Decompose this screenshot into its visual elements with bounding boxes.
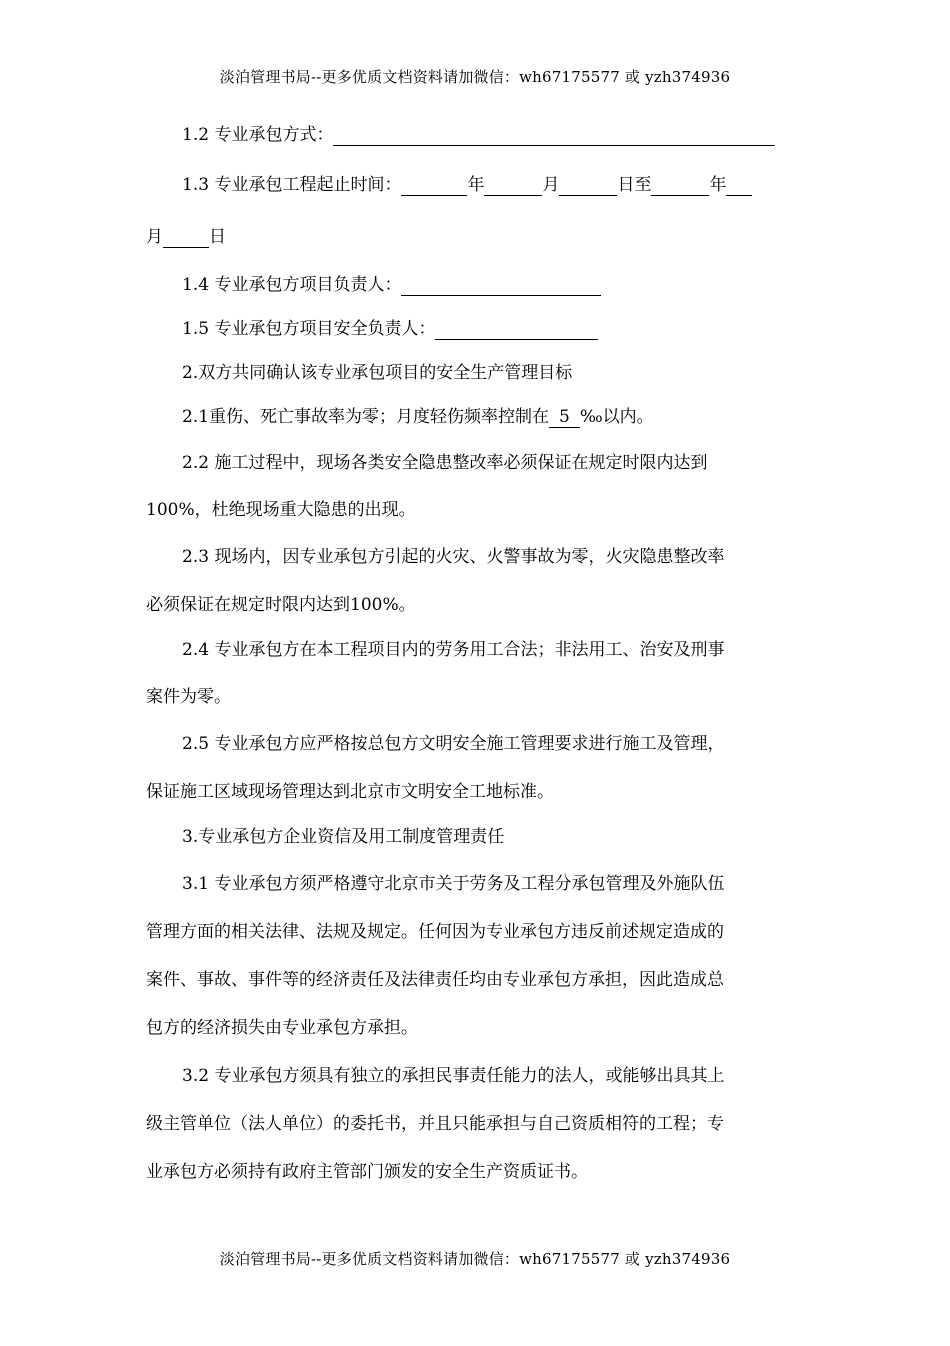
clause-2-5-line2: 保证施工区域现场管理达到北京市文明安全工地标准。 — [146, 782, 554, 802]
blank-line[interactable] — [163, 229, 209, 248]
clause-3-1-line4: 包方的经济损失由专业承包方承担。 — [146, 1018, 418, 1038]
section-3-title: 3.专业承包方企业资信及用工制度管理责任 — [182, 827, 505, 847]
clause-2-4-line2: 案件为零。 — [146, 687, 231, 707]
clause-2-2-line1: 2.2 施工过程中，现场各类安全隐患整改率必须保证在规定时限内达到 — [182, 453, 708, 473]
clause-2-3-line2: 必须保证在规定时限内达到100%。 — [146, 595, 416, 615]
clause-1-2-label: 1.2 专业承包方式： — [182, 125, 334, 145]
clause-2-1 — [182, 406, 802, 428]
clause-1-3 — [182, 174, 802, 196]
month-label: 月 — [542, 175, 560, 195]
clause-3-1-line1: 3.1 专业承包方须严格遵守北京市关于劳务及工程分承包管理及外施队伍 — [182, 874, 725, 894]
clause-2-1-text: 2.1重伤、死亡事故率为零；月度轻伤频率控制在 — [182, 407, 550, 427]
page-header: 淡泊管理书局--更多优质文档资料请加微信：wh67175577 或 yzh374936 — [219, 68, 731, 86]
clause-2-4-line1: 2.4 专业承包方在本工程项目内的劳务用工合法；非法用工、治安及刑事 — [182, 640, 725, 660]
clause-1-3-label: 1.3 专业承包工程起止时间： — [182, 175, 402, 195]
clause-1-4 — [182, 274, 802, 296]
blank-line[interactable] — [333, 127, 775, 146]
clause-1-5-label: 1.5 专业承包方项目安全负责人： — [182, 319, 436, 339]
year-label: 年 — [467, 175, 485, 195]
blank-line[interactable] — [401, 177, 467, 196]
clause-1-3-cont — [146, 226, 802, 248]
clause-2-1-suffix: ‰以内。 — [579, 407, 654, 427]
blank-line[interactable] — [435, 321, 598, 340]
clause-3-2-line2: 级主管单位（法人单位）的委托书，并且只能承担与自己资质相符的工程；专 — [146, 1114, 724, 1134]
page-footer: 淡泊管理书局--更多优质文档资料请加微信：wh67175577 或 yzh374936 — [219, 1250, 731, 1268]
clause-3-1-line3: 案件、事故、事件等的经济责任及法律责任均由专业承包方承担，因此造成总 — [146, 970, 724, 990]
month-label: 月 — [146, 227, 163, 247]
blank-line[interactable] — [484, 177, 542, 196]
clause-1-4-label: 1.4 专业承包方项目负责人： — [182, 275, 402, 295]
clause-2-5-line1: 2.5 专业承包方应严格按总包方文明安全施工管理要求进行施工及管理， — [182, 734, 725, 754]
section-2-title: 2.双方共同确认该专业承包项目的安全生产管理目标 — [182, 363, 573, 383]
blank-line[interactable] — [559, 177, 617, 196]
clause-1-2 — [182, 124, 802, 146]
blank-line[interactable] — [651, 177, 709, 196]
year-label: 年 — [709, 175, 727, 195]
day-label: 日 — [209, 227, 226, 247]
injury-rate-value: 5 — [549, 407, 580, 428]
clause-2-3-line1: 2.3 现场内，因专业承包方引起的火灾、火警事故为零，火灾隐患整改率 — [182, 547, 725, 567]
blank-line[interactable] — [401, 277, 601, 296]
day-to-label: 日至 — [617, 175, 652, 195]
blank-line[interactable] — [726, 177, 752, 196]
clause-3-2-line3: 业承包方必须持有政府主管部门颁发的安全生产资质证书。 — [146, 1162, 588, 1182]
clause-3-2-line1: 3.2 专业承包方须具有独立的承担民事责任能力的法人，或能够出具其上 — [182, 1066, 725, 1086]
clause-2-2-line2: 100%，杜绝现场重大隐患的出现。 — [146, 500, 416, 520]
clause-3-1-line2: 管理方面的相关法律、法规及规定。任何因为专业承包方违反前述规定造成的 — [146, 922, 724, 942]
clause-1-5 — [182, 318, 802, 340]
